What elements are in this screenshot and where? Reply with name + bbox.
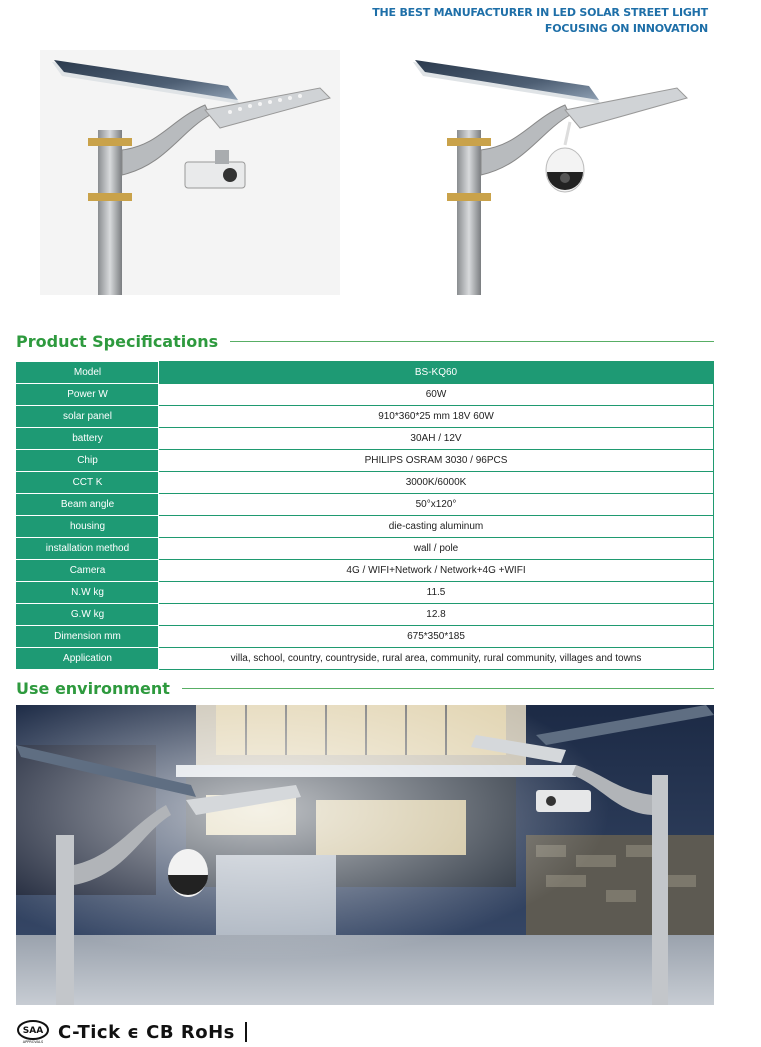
certification-logos: [16, 1017, 247, 1047]
table-row: [17, 560, 714, 582]
tagline-line-2: FOCUSING ON INNOVATION: [544, 22, 708, 35]
cert-divider: [245, 1022, 247, 1042]
spec-value: 910*360*25 mm 18V 60W: [159, 406, 714, 428]
table-row: [17, 626, 714, 648]
spec-value: 675*350*185: [159, 626, 714, 648]
use-environment-title: Use environment: [16, 679, 170, 698]
saa-logo-subtext: APPROVALS: [22, 1040, 44, 1044]
spec-value: 12.8: [159, 604, 714, 626]
table-row: [17, 384, 714, 406]
product-image-bullet-camera: [40, 50, 340, 295]
spec-value: wall / pole: [159, 538, 714, 560]
specifications-table: [16, 361, 714, 670]
spec-label: Power W: [17, 384, 159, 406]
heading-divider: [230, 341, 714, 342]
spec-label: G.W kg: [17, 604, 159, 626]
spec-value: villa, school, country, countryside, rural area, community, rural community, villages and towns: [159, 648, 714, 670]
certification-marks: C-Tick ϵ CB RoHs: [58, 1021, 235, 1043]
spec-value: BS-KQ60: [159, 362, 714, 384]
table-row: [17, 538, 714, 560]
table-row: [17, 406, 714, 428]
product-specifications-heading: [16, 332, 714, 351]
table-row: [17, 516, 714, 538]
spec-value: die-casting aluminum: [159, 516, 714, 538]
spec-value: 3000K/6000K: [159, 472, 714, 494]
saa-logo-text: SAA: [22, 1026, 44, 1036]
table-row: [17, 428, 714, 450]
tagline-line-1: THE BEST MANUFACTURER IN LED SOLAR STREET LIGHT: [372, 6, 708, 19]
table-row: [17, 582, 714, 604]
spec-value: 11.5: [159, 582, 714, 604]
spec-label: battery: [17, 428, 159, 450]
heading-divider: [182, 688, 714, 689]
use-environment-heading: [16, 679, 714, 698]
product-specifications-title: Product Specifications: [16, 332, 219, 351]
spec-label: Application: [17, 648, 159, 670]
spec-label: installation method: [17, 538, 159, 560]
spec-value: PHILIPS OSRAM 3030 / 96PCS: [159, 450, 714, 472]
spec-label: housing: [17, 516, 159, 538]
spec-value: 30AH / 12V: [159, 428, 714, 450]
spec-label: Chip: [17, 450, 159, 472]
spec-label: Beam angle: [17, 494, 159, 516]
spec-label: Camera: [17, 560, 159, 582]
header-tagline: [372, 5, 708, 37]
saa-logo-icon: [16, 1019, 50, 1045]
spec-value: 50°x120°: [159, 494, 714, 516]
use-environment-photo: [16, 705, 714, 1005]
table-row: [17, 362, 714, 384]
table-row: [17, 604, 714, 626]
spec-label: N.W kg: [17, 582, 159, 604]
table-row: [17, 494, 714, 516]
table-row: [17, 472, 714, 494]
product-image-dome-camera: [405, 50, 705, 295]
table-row: [17, 648, 714, 670]
spec-label: Dimension mm: [17, 626, 159, 648]
spec-label: CCT K: [17, 472, 159, 494]
spec-value: 60W: [159, 384, 714, 406]
spec-value: 4G / WIFI+Network / Network+4G +WIFI: [159, 560, 714, 582]
table-row: [17, 450, 714, 472]
spec-label: solar panel: [17, 406, 159, 428]
spec-label: Model: [17, 362, 159, 384]
